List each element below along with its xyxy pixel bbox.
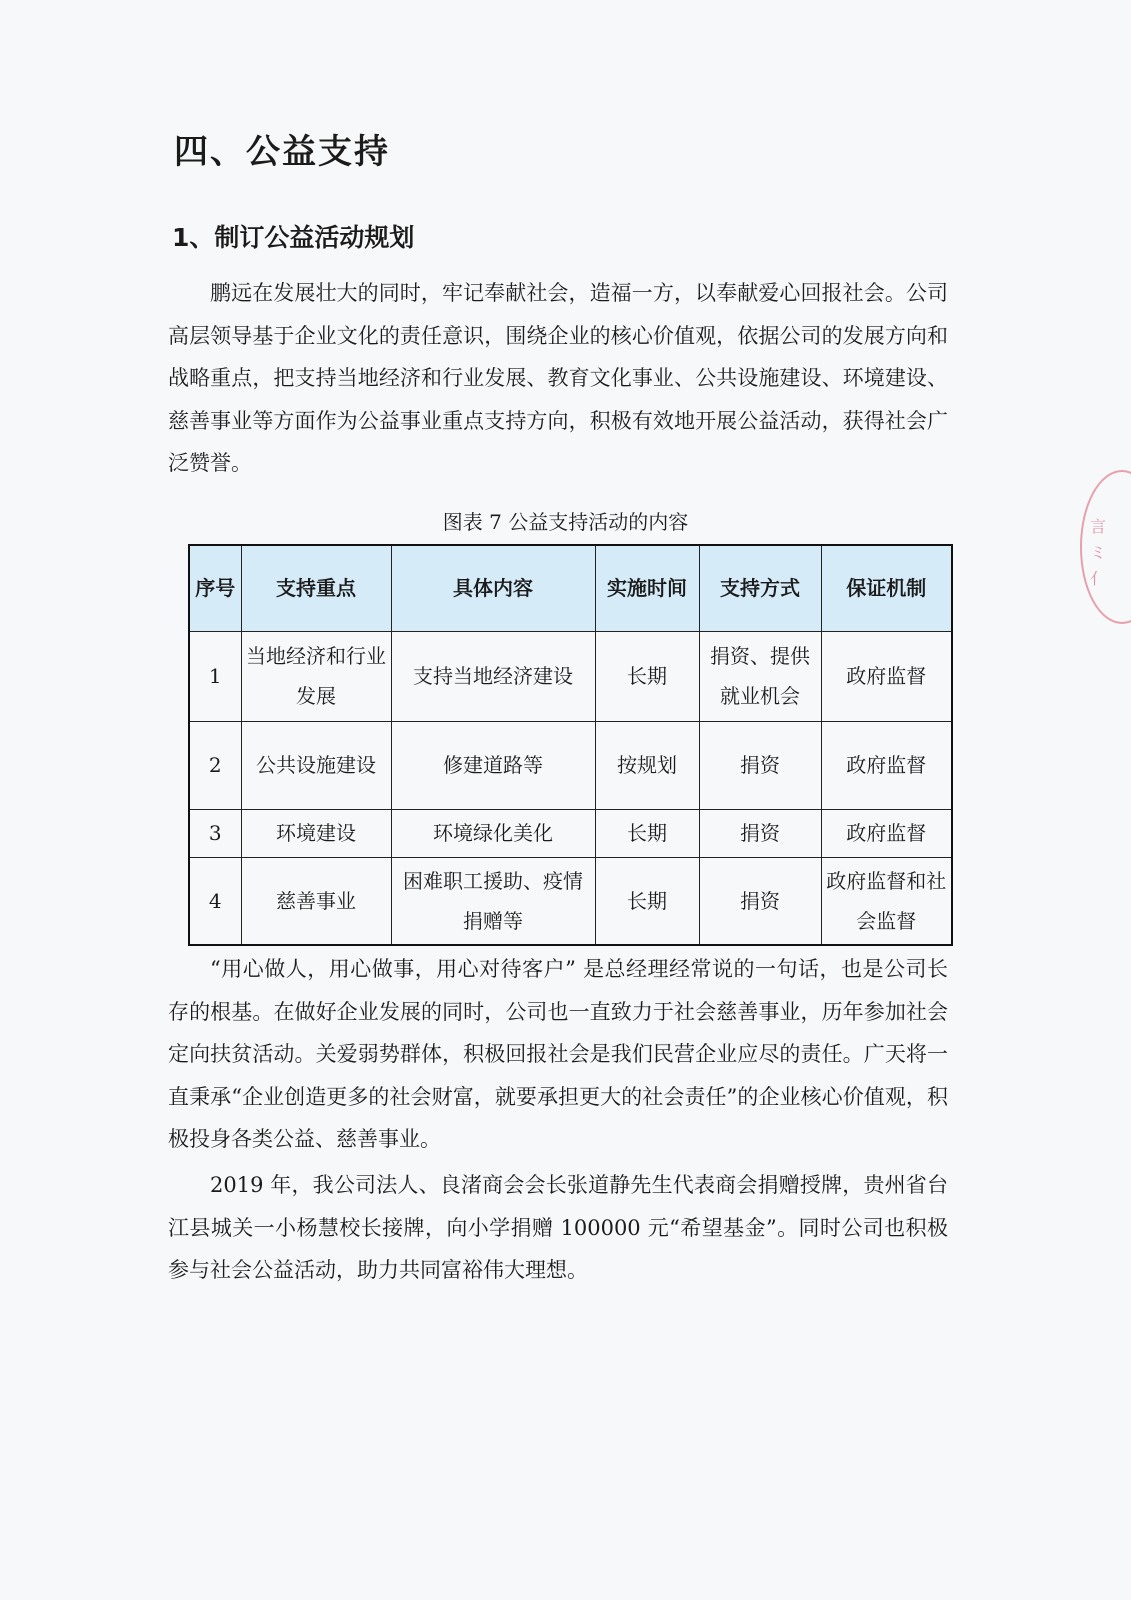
header-period: 实施时间 [595, 545, 699, 631]
cell-index: 1 [189, 631, 241, 721]
table-row [189, 809, 952, 857]
cell-mechanism: 政府监督 [821, 809, 952, 857]
values-paragraph: “用心做人，用心做事，用心对待客户” 是总经理经常说的一句话，也是公司长存的根基。在做好企业发展的同时，公司也一直致力于社会慈善事业，历年参加社会定向扶贫活动。关爱弱势群体，积极回报社会是我们民营企业应尽的责任。广天将一直秉承“企业创造更多的社会财富，就要承担更大的社会责任”的企业核心价值观，积极投身各类公益、慈善事业。 [168, 957, 948, 1151]
header-mechanism: 保证机制 [821, 545, 952, 631]
cell-focus: 公共设施建设 [241, 721, 391, 809]
table-row [189, 857, 952, 945]
cell-mechanism: 政府监督 [821, 721, 952, 809]
section-heading: 四、公益支持 [174, 132, 390, 172]
header-focus: 支持重点 [241, 545, 391, 631]
cell-period: 长期 [595, 809, 699, 857]
subsection-heading: 1、制订公益活动规划 [172, 223, 415, 252]
intro-paragraph: 鹏远在发展壮大的同时，牢记奉献社会，造福一方，以奉献爱心回报社会。公司高层领导基于企业文化的责任意识，围绕企业的核心价值观，依据公司的发展方向和战略重点，把支持当地经济和行业发展、教育文化事业、公共设施建设、环境建设、慈善事业等方面作为公益事业重点支持方向，积极有效地开展公益活动，获得社会广泛赞誉。 [168, 281, 948, 475]
cell-period: 按规划 [595, 721, 699, 809]
cell-content: 环境绿化美化 [391, 809, 595, 857]
cell-content: 困难职工援助、疫情捐赠等 [391, 857, 595, 945]
table-row [189, 631, 952, 721]
public-welfare-table [188, 544, 953, 946]
cell-focus: 当地经济和行业发展 [241, 631, 391, 721]
cell-content: 修建道路等 [391, 721, 595, 809]
cell-mechanism: 政府监督和社会监督 [821, 857, 952, 945]
table-header-row [189, 545, 952, 631]
cell-index: 2 [189, 721, 241, 809]
cell-mechanism: 政府监督 [821, 631, 952, 721]
header-method: 支持方式 [699, 545, 821, 631]
cell-period: 长期 [595, 631, 699, 721]
seal-stamp [1080, 470, 1131, 624]
donation-paragraph: 2019 年，我公司法人、良渚商会会长张道静先生代表商会捐赠授牌，贵州省台江县城关一小杨慧校长接牌，向小学捐赠 100000 元“希望基金”。同时公司也积极参与社会公益活动，助力共同富裕伟大理想。 [168, 1173, 948, 1282]
cell-period: 长期 [595, 857, 699, 945]
cell-method: 捐资 [699, 857, 821, 945]
seal-text: 言ミ亻 [1090, 517, 1107, 588]
cell-content: 支持当地经济建设 [391, 631, 595, 721]
cell-method: 捐资 [699, 721, 821, 809]
header-index: 序号 [189, 545, 241, 631]
table-caption: 图表 7 公益支持活动的内容 [442, 510, 689, 534]
cell-method: 捐资 [699, 809, 821, 857]
cell-focus: 慈善事业 [241, 857, 391, 945]
table-row [189, 721, 952, 809]
header-content: 具体内容 [391, 545, 595, 631]
cell-method: 捐资、提供就业机会 [699, 631, 821, 721]
cell-focus: 环境建设 [241, 809, 391, 857]
cell-index: 3 [189, 809, 241, 857]
cell-index: 4 [189, 857, 241, 945]
